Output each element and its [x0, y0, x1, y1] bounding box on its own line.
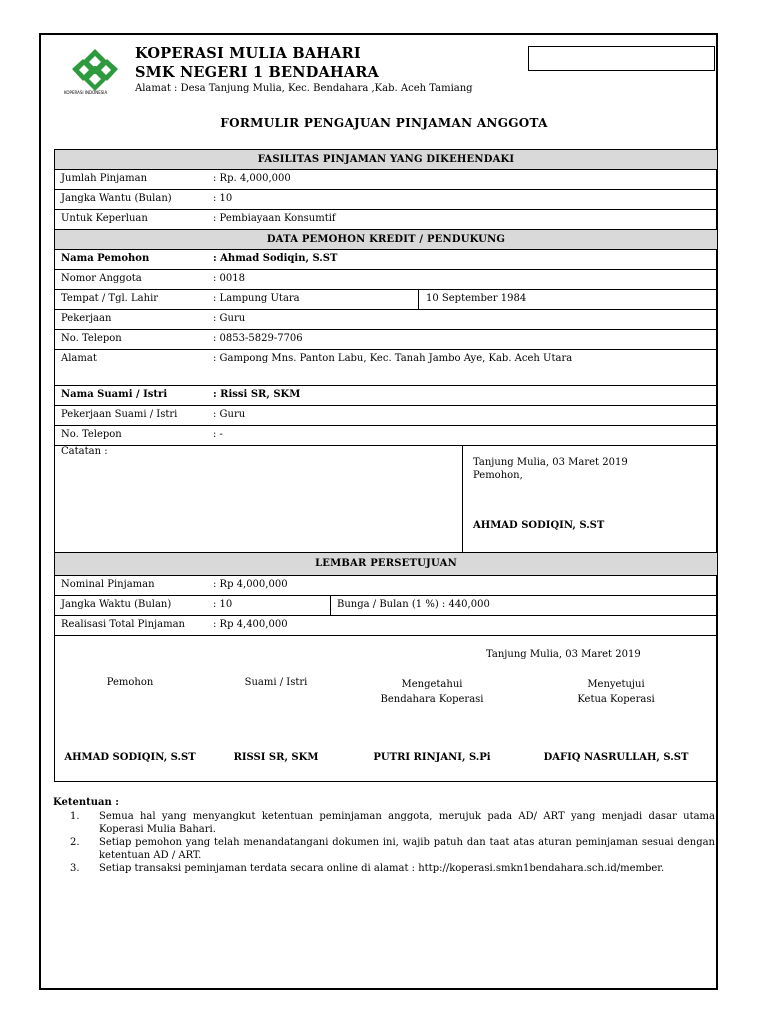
sign-role: Pemohon,	[473, 470, 523, 481]
label-nominal-pinjaman: Nominal Pinjaman	[61, 579, 155, 590]
value-jangka-waktu-persetujuan[interactable]: : 10	[213, 599, 233, 610]
value-telepon[interactable]: : 0853-5829-7706	[213, 333, 303, 344]
row-nama-suami	[55, 386, 717, 406]
sign-place-date: Tanjung Mulia, 03 Maret 2019	[473, 457, 628, 468]
form-title: FORMULIR PENGAJUAN PINJAMAN ANGGOTA	[220, 116, 548, 130]
row-realisasi	[55, 616, 717, 636]
approval-signature-block	[55, 636, 717, 782]
label-ttl: Tempat / Tgl. Lahir	[61, 293, 159, 304]
form-number-box[interactable]	[528, 46, 715, 71]
row-nama-pemohon	[55, 250, 717, 270]
org-address: Alamat : Desa Tanjung Mulia, Kec. Bendahara ,Kab. Aceh Tamiang	[135, 83, 473, 94]
value-nama-pemohon[interactable]: : Ahmad Sodiqin, S.ST	[213, 253, 338, 264]
school-name: SMK NEGERI 1 BENDAHARA	[135, 64, 379, 81]
signatory-ketua	[529, 677, 703, 707]
value-keperluan[interactable]: : Pembiayaan Konsumtif	[213, 213, 336, 224]
ketentuan-list	[70, 810, 715, 875]
label-telepon-suami: No. Telepon	[61, 429, 122, 440]
list-item	[70, 836, 715, 862]
value-nomor-anggota[interactable]: : 0018	[213, 273, 245, 284]
label-jumlah-pinjaman: Jumlah Pinjaman	[61, 173, 148, 184]
signatory-pemohon-name: AHMAD SODIQIN, S.ST	[64, 752, 196, 763]
logo-caption: KOPERASI INDONESIA	[64, 90, 108, 95]
row-pekerjaan-suami	[55, 406, 717, 426]
signatory-bendahara-role2: Bendahara Koperasi	[380, 694, 484, 705]
label-realisasi: Realisasi Total Pinjaman	[61, 619, 185, 630]
row-keperluan	[55, 210, 717, 230]
label-jangka-waktu-persetujuan: Jangka Waktu (Bulan)	[61, 599, 172, 610]
value-bunga[interactable]: Bunga / Bulan (1 %) : 440,000	[337, 599, 490, 610]
signatory-suami	[215, 677, 337, 688]
value-realisasi[interactable]: : Rp 4,400,000	[213, 619, 288, 630]
label-pekerjaan: Pekerjaan	[61, 313, 112, 324]
value-nominal-pinjaman[interactable]: : Rp 4,000,000	[213, 579, 288, 590]
section-header-persetujuan: LEMBAR PERSETUJUAN	[55, 553, 717, 576]
signatory-suami-role: Suami / Istri	[244, 677, 308, 688]
signatory-ketua-role2: Ketua Koperasi	[577, 694, 655, 705]
row-nominal-pinjaman	[55, 576, 717, 596]
label-telepon: No. Telepon	[61, 333, 122, 344]
label-catatan: Catatan :	[61, 446, 108, 457]
row-nomor-anggota	[55, 270, 717, 290]
sign-name: AHMAD SODIQIN, S.ST	[473, 520, 605, 531]
value-jumlah-pinjaman[interactable]: : Rp. 4,000,000	[213, 173, 291, 184]
section-header-fasilitas: FASILITAS PINJAMAN YANG DIKEHENDAKI	[55, 150, 717, 170]
ketentuan-title: Ketentuan :	[53, 797, 119, 808]
org-name: KOPERASI MULIA BAHARI	[135, 45, 361, 62]
row-jangka-waktu-persetujuan	[55, 596, 717, 616]
row-pekerjaan	[55, 310, 717, 330]
signatory-bendahara-name: PUTRI RINJANI, S.Pi	[373, 752, 491, 763]
label-alamat: Alamat	[61, 353, 97, 364]
label-nama-pemohon: Nama Pemohon	[61, 253, 150, 264]
value-nama-suami[interactable]: : Rissi SR, SKM	[213, 389, 301, 400]
ketentuan-text: Setiap pemohon yang telah menandatangani dokumen ini, wajib patuh dan taat atas aturan peminjaman sesuai dengan ketentuan AD / ART.	[99, 837, 715, 861]
ketentuan-text: Semua hal yang menyangkut ketentuan peminjaman anggota, merujuk pada AD/ ART yang menjadi dasar utama Koperasi Mulia Bahari.	[99, 811, 715, 835]
value-telepon-suami[interactable]: : -	[213, 429, 223, 440]
row-telepon	[55, 330, 717, 350]
label-keperluan: Untuk Keperluan	[61, 213, 148, 224]
bunga-divider	[330, 596, 331, 615]
value-jangka-waktu[interactable]: : 10	[213, 193, 233, 204]
list-item	[70, 862, 715, 875]
list-item	[70, 810, 715, 836]
ketentuan-num: 2.	[70, 837, 80, 848]
value-pekerjaan-suami[interactable]: : Guru	[213, 409, 246, 420]
value-tempat-lahir[interactable]: : Lampung Utara	[213, 293, 300, 304]
signatory-ketua-name: DAFIQ NASRULLAH, S.ST	[543, 752, 689, 763]
section-header-pemohon: DATA PEMOHON KREDIT / PENDUKUNG	[55, 230, 717, 250]
row-alamat	[55, 350, 717, 386]
catatan-divider	[462, 446, 463, 552]
label-jangka-waktu: Jangka Wantu (Bulan)	[61, 193, 172, 204]
row-jumlah-pinjaman	[55, 170, 717, 190]
signatory-bendahara	[355, 677, 509, 707]
row-catatan	[55, 446, 717, 553]
ketentuan-text[interactable]: Setiap transaksi peminjaman terdata secara online di alamat : http://koperasi.smkn1bendahara.sch.id/member.	[99, 863, 665, 874]
signatory-pemohon-role: Pemohon	[106, 677, 154, 688]
approval-place-date: Tanjung Mulia, 03 Maret 2019	[486, 649, 641, 660]
label-pekerjaan-suami: Pekerjaan Suami / Istri	[61, 409, 178, 420]
form-table	[54, 149, 718, 782]
signatory-ketua-role: Menyetujui	[587, 679, 645, 690]
signatory-suami-name: RISSI SR, SKM	[233, 752, 319, 763]
value-tanggal-lahir[interactable]: 10 September 1984	[426, 293, 527, 304]
row-jangka-waktu	[55, 190, 717, 210]
label-nama-suami: Nama Suami / Istri	[61, 389, 168, 400]
signatory-pemohon	[55, 677, 205, 688]
row-ttl	[55, 290, 717, 310]
signatory-bendahara-role: Mengetahui	[401, 679, 463, 690]
row-telepon-suami	[55, 426, 717, 446]
label-nomor-anggota: Nomor Anggota	[61, 273, 142, 284]
ketentuan-num: 3.	[70, 863, 80, 874]
ttl-divider	[418, 290, 419, 309]
value-alamat[interactable]: : Gampong Mns. Panton Labu, Kec. Tanah Jambo Aye, Kab. Aceh Utara	[213, 353, 573, 364]
ketentuan-num: 1.	[70, 811, 80, 822]
value-pekerjaan[interactable]: : Guru	[213, 313, 246, 324]
